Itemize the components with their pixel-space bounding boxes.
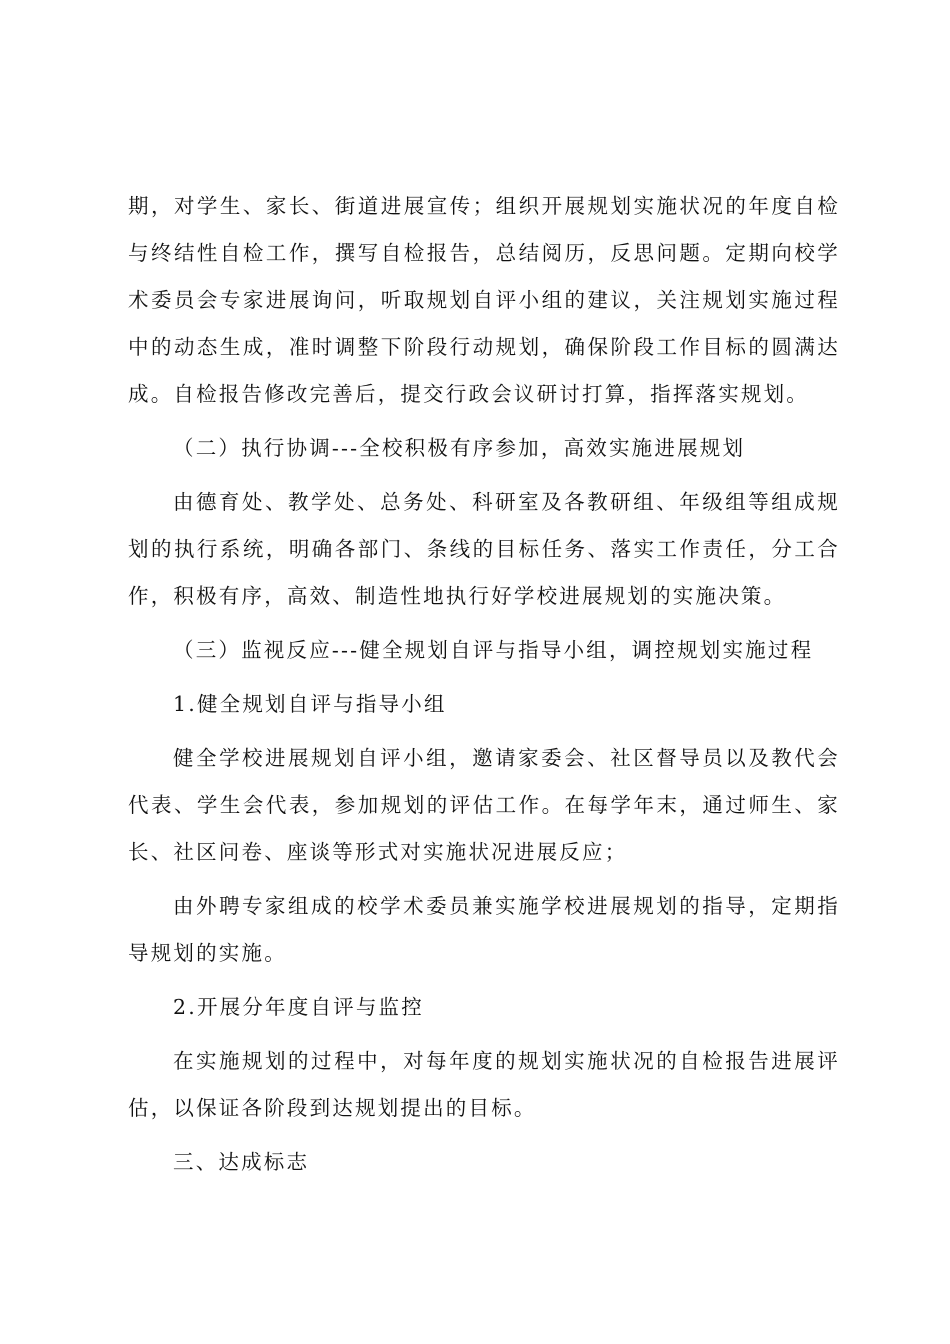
section-heading-execution-coordination: （二）执行协调---全校积极有序参加，高效实施进展规划: [173, 436, 746, 460]
document-body: [128, 183, 840, 1186]
paragraph-continuation: 期，对学生、家长、街道进展宣传；组织开展规划实施状况的年度自检与终结性自检工作，撰写自检报告，总结阅历，反思问题。定期向校学术委员会专家进展询问，听取规划自评小组的建议，关注规划实施过程中的动态生成，准时调整下阶段行动规划，确保阶段工作目标的圆满达成。自检报告修改完善后，提交行政会议研讨打算，指挥落实规划。: [128, 194, 840, 406]
subheading-self-evaluation-group: 1.健全规划自评与指导小组: [173, 692, 447, 716]
section-heading-achievement-markers: 三、达成标志: [173, 1150, 310, 1174]
paragraph-execution-system: 由德育处、教学处、总务处、科研室及各教研组、年级组等组成规划的执行系统，明确各部门、条线的目标任务、落实工作责任，分工合作，积极有序，高效、制造性地执行好学校进展规划的实施决策。: [128, 490, 840, 608]
section-heading-monitoring-feedback: （三）监视反应---健全规划自评与指导小组，调控规划实施过程: [173, 638, 814, 662]
paragraph-annual-evaluation: 在实施规划的过程中，对每年度的规划实施状况的自检报告进展评估，以保证各阶段到达规划提出的目标。: [128, 1049, 840, 1120]
paragraph-expert-guidance: 由外聘专家组成的校学术委员兼实施学校进展规划的指导，定期指导规划的实施。: [128, 894, 840, 965]
subheading-annual-evaluation: 2.开展分年度自评与监控: [173, 995, 424, 1019]
paragraph-self-evaluation-group: 健全学校进展规划自评小组，邀请家委会、社区督导员以及教代会代表、学生会代表，参加规划的评估工作。在每学年末，通过师生、家长、社区问卷、座谈等形式对实施状况进展反应；: [128, 746, 840, 864]
